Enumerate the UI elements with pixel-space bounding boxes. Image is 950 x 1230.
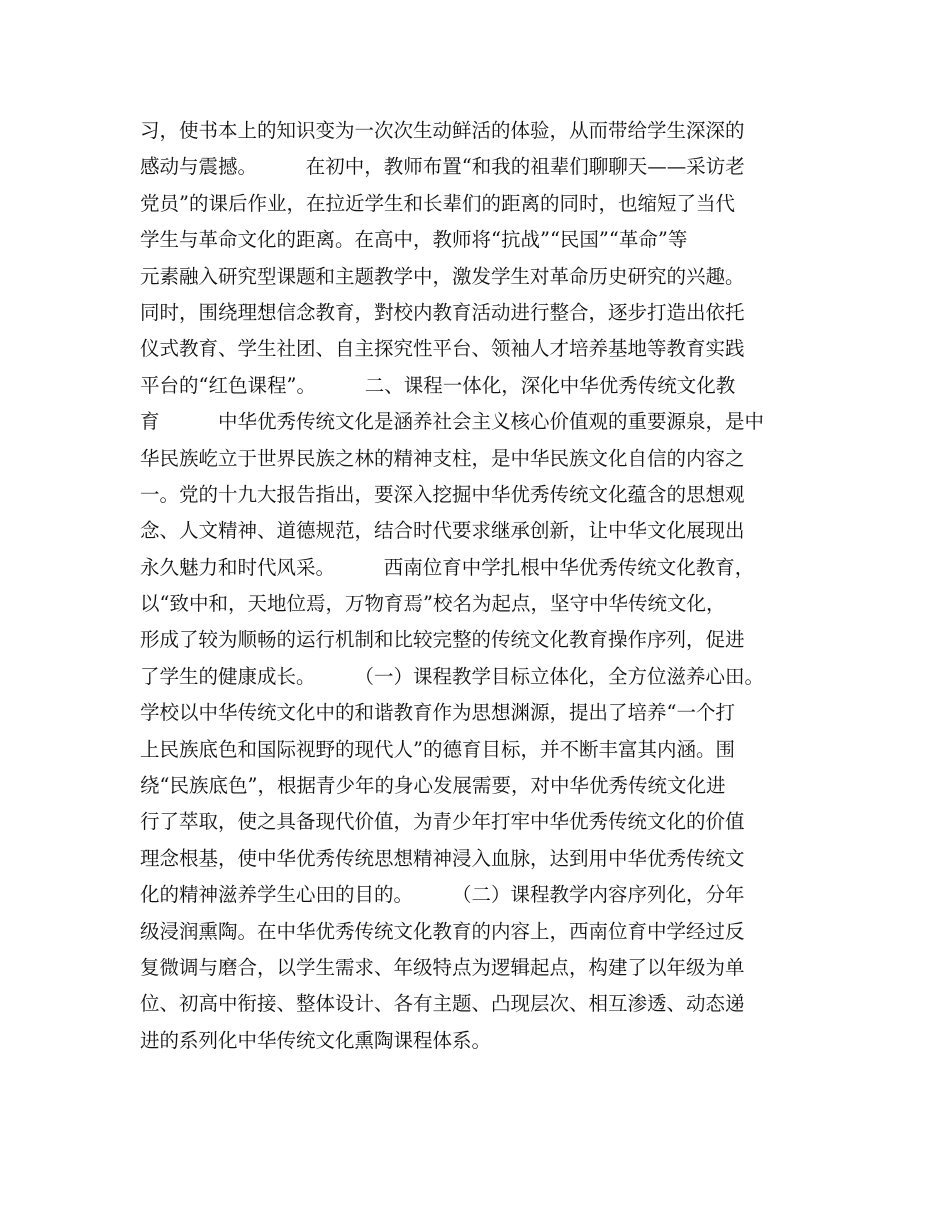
text-line: 学校以中华传统文化中的和谐教育作为思想渊源，提出了培养“一个打	[140, 701, 735, 725]
text-line: 化的精神滋养学生心田的目的。 （二）课程教学内容序列化，分年	[140, 883, 745, 907]
text-line: 上民族底色和国际视野的现代人”的德育目标，并不断丰富其内涵。围	[140, 737, 735, 761]
text-line: 进的系列化中华传统文化熏陶课程体系。	[140, 1028, 492, 1052]
text-line: 行了萃取，使之具备现代价值，为青少年打牢中华优秀传统文化的价值	[140, 810, 745, 834]
text-line: 了学生的健康成长。 （一）课程教学目标立体化，全方位滋养心田。	[140, 664, 765, 688]
text-line: 华民族屹立于世界民族之林的精神支柱，是中华民族文化自信的内容之	[140, 446, 745, 470]
text-line: 绕“民族底色”，根据青少年的身心发展需要，对中华优秀传统文化进	[140, 774, 726, 798]
text-line: 感动与震撼。 在初中，教师布置“和我的祖辈们聊聊天——采访老	[140, 155, 745, 179]
text-line: 复微调与磨合，以学生需求、年级特点为逻辑起点，构建了以年级为单	[140, 955, 745, 979]
text-line: 党员”的课后作业，在拉近学生和长辈们的距离的同时，也缩短了当代	[140, 191, 735, 215]
text-line: 习，使书本上的知识变为一次次生动鲜活的体验，从而带给学生深深的	[140, 119, 745, 142]
text-line: 育 中华优秀传统文化是涵养社会主义核心价值观的重要源泉，是中	[140, 410, 765, 434]
text-line: 理念根基，使中华优秀传统思想精神浸入血脉，达到用中华优秀传统文	[140, 846, 745, 870]
text-line: 仪式教育、学生社团、自主探究性平台、领袖人才培养基地等教育实践	[140, 337, 745, 361]
text-line: 形成了较为顺畅的运行机制和比较完整的传统文化教育操作序列，促进	[140, 628, 745, 652]
text-line: 元素融入研究型课题和主题教学中，激发学生对革命历史研究的兴趣。	[140, 264, 745, 288]
text-line: 一。党的十九大报告指出，要深入挖掘中华优秀传统文化蕴含的思想观	[140, 482, 745, 506]
text-line: 永久魅力和时代风采。 西南位育中学扎根中华优秀传统文化教育，	[140, 555, 755, 579]
text-line: 同时，围绕理想信念教育，對校内教育活动进行整合，逐步打造出依托	[140, 300, 745, 324]
text-line: 念、人文精神、道德规范，结合时代要求继承创新，让中华文化展现出	[140, 519, 745, 543]
text-line: 学生与革命文化的距离。在高中，教师将“抗战”“民国”“革命”等	[140, 228, 688, 252]
text-line: 位、初高中衔接、整体设计、各有主题、凸现层次、相互渗透、动态递	[140, 992, 745, 1016]
text-line: 级浸润熏陶。在中华优秀传统文化教育的内容上，西南位育中学经过反	[140, 919, 745, 943]
text-line: 以“致中和，天地位焉，万物育焉”校名为起点，坚守中华传统文化，	[140, 592, 726, 616]
text-line: 平台的“红色课程”。 二、课程一体化，深化中华优秀传统文化教	[140, 373, 736, 397]
body-text	[140, 113, 840, 1059]
